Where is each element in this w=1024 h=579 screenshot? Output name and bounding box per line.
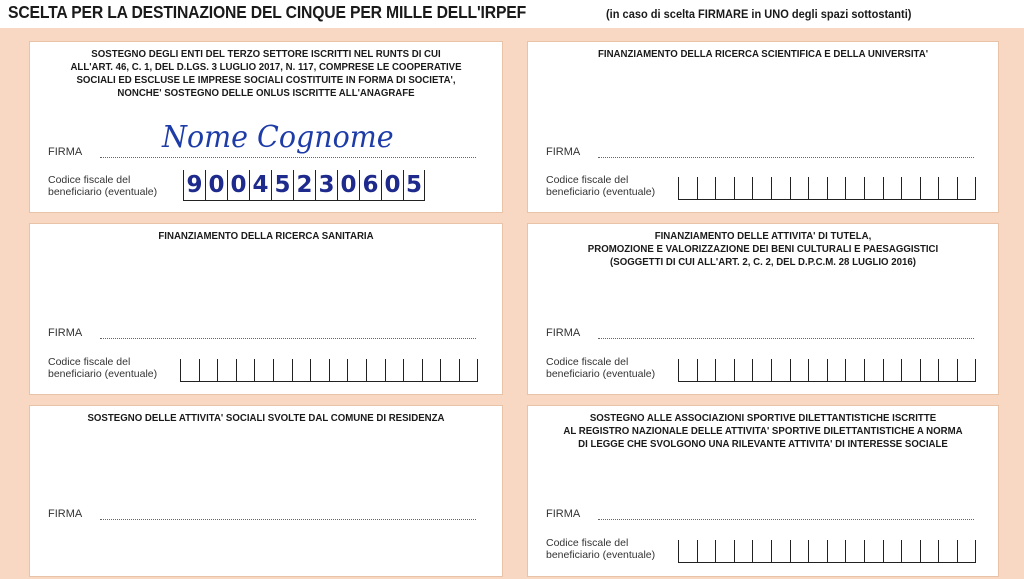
codice-fiscale-label: Codice fiscale del beneficiario (eventuale): [546, 356, 656, 380]
cf-digit: 0: [227, 170, 249, 200]
box-title: FINANZIAMENTO DELLA RICERCA SANITARIA: [158, 230, 374, 242]
box-title: SOSTEGNO ALLE ASSOCIAZIONI SPORTIVE DILETTANTISTICHE ISCRITTE AL REGISTRO NAZIONALE DELLE ATTIVITA' SPORTIVE DILETTANTISTICHE A NORMA DI LEGGE CHE SVOLGONO UNA RILEVANTE ATTIVITA' DI INTERESSE SOCIALE: [563, 412, 963, 450]
box-terzo-settore: [29, 41, 503, 213]
box-comune-residenza: [29, 405, 503, 577]
firma-signature-line[interactable]: [100, 338, 476, 339]
box-title: SOSTEGNO DEGLI ENTI DEL TERZO SETTORE ISCRITTI NEL RUNTS DI CUI ALL'ART. 46, C. 1, DEL D.LGS. 3 LUGLIO 2017, N. 117, COMPRESE LE COOPERATIVE SOCIALI ED ESCLUSE LE IMPRESE SOCIALI COSTITUITE IN FORMA DI SOCIETA', NONCHE' SOSTEGNO DELLE ONLUS ISCRITTE ALL'ANAGRAFE: [70, 48, 462, 99]
cf-digit: 6: [359, 170, 381, 200]
firma-label: FIRMA: [546, 327, 581, 339]
firma-signature-line[interactable]: [100, 157, 476, 158]
box-title: SOSTEGNO DELLE ATTIVITA' SOCIALI SVOLTE DAL COMUNE DI RESIDENZA: [87, 412, 445, 424]
codice-fiscale-field[interactable]: [180, 359, 478, 382]
codice-fiscale-label: Codice fiscale del beneficiario (eventuale): [546, 537, 656, 561]
box-ricerca-sanitaria: [29, 223, 503, 395]
cf-digit: 5: [403, 170, 425, 200]
firma-signature-line[interactable]: [598, 338, 974, 339]
codice-fiscale-field[interactable]: [678, 177, 976, 200]
box-beni-culturali: [527, 223, 999, 395]
codice-fiscale-label: Codice fiscale del beneficiario (eventuale): [48, 174, 158, 198]
signature: Nome Cognome: [162, 120, 394, 155]
box-title: FINANZIAMENTO DELLA RICERCA SCIENTIFICA E DELLA UNIVERSITA': [597, 48, 929, 60]
cf-digit: 0: [337, 170, 359, 200]
cf-digit: 2: [293, 170, 315, 200]
firma-label: FIRMA: [546, 508, 581, 520]
cf-digit: 0: [381, 170, 403, 200]
firma-signature-line[interactable]: [598, 157, 974, 158]
form-title: SCELTA PER LA DESTINAZIONE DEL CINQUE PER MILLE DELL'IRPEF: [8, 2, 527, 22]
firma-signature-line[interactable]: [598, 519, 974, 520]
cf-digit: 5: [271, 170, 293, 200]
cf-digit: 9: [183, 170, 205, 200]
form-instructions: (in caso di scelta FIRMARE in UNO degli spazi sottostanti): [606, 7, 912, 21]
cf-digit: 3: [315, 170, 337, 200]
codice-fiscale-field[interactable]: [678, 359, 976, 382]
firma-label: FIRMA: [48, 327, 83, 339]
cf-digit: 0: [205, 170, 227, 200]
form-header: [8, 2, 1018, 26]
codice-fiscale-label: Codice fiscale del beneficiario (eventuale): [48, 356, 158, 380]
box-ricerca-scientifica: [527, 41, 999, 213]
firma-label: FIRMA: [48, 508, 83, 520]
codice-fiscale-field[interactable]: [183, 170, 425, 201]
firma-signature-line[interactable]: [100, 519, 476, 520]
firma-label: FIRMA: [546, 146, 581, 158]
firma-label: FIRMA: [48, 146, 83, 158]
codice-fiscale-label: Codice fiscale del beneficiario (eventuale): [546, 174, 656, 198]
codice-fiscale-field[interactable]: [678, 540, 976, 563]
box-associazioni-sportive: [527, 405, 999, 577]
box-title: FINANZIAMENTO DELLE ATTIVITA' DI TUTELA, PROMOZIONE E VALORIZZAZIONE DEI BENI CULTURALI E PAESAGGISTICI (SOGGETTI DI CUI ALL'ART. 2, C. 2, DEL D.P.C.M. 28 LUGLIO 2016): [587, 230, 939, 268]
cf-digit: 4: [249, 170, 271, 200]
